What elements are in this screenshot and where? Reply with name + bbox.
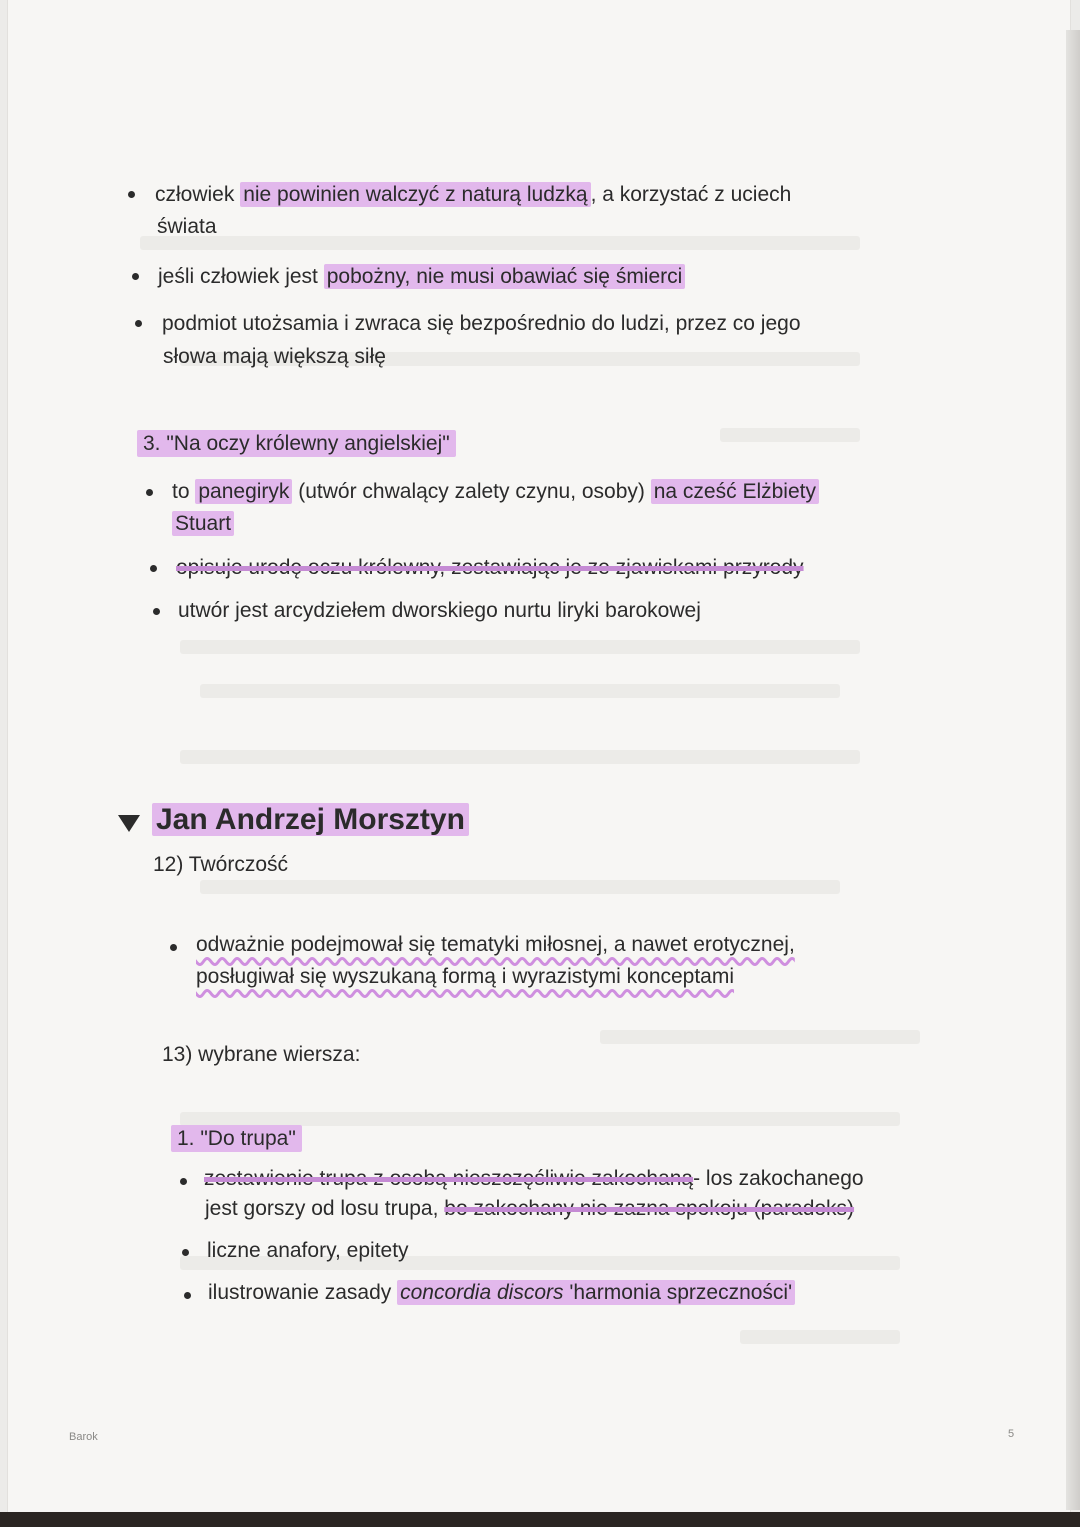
bleed-through xyxy=(180,640,860,654)
text-run: 'harmonia sprzeczności' xyxy=(563,1281,793,1304)
bullet-dot xyxy=(135,320,142,327)
list-item-number: 13) wybrane wiersza: xyxy=(162,1043,361,1066)
bullet-text-continued xyxy=(196,962,734,992)
poem-title xyxy=(137,429,456,459)
list-item-number: 12) Twórczość xyxy=(153,853,288,876)
text-run: , a korzystać z uciech xyxy=(590,183,792,206)
text-run: ilustrowanie zasady xyxy=(208,1281,398,1304)
underlined-text: posługiwał się wyszukaną formą i wyrazistymi konceptami xyxy=(196,965,735,988)
highlighted-text: Stuart xyxy=(172,511,234,536)
bleed-through xyxy=(140,236,860,250)
bleed-through xyxy=(200,684,840,698)
highlighted-text: 1. "Do trupa" xyxy=(171,1125,302,1152)
text-run: jest gorszy od losu trupa, xyxy=(205,1197,445,1220)
text-run: (utwór chwalący zalety czynu, osoby) xyxy=(292,480,651,503)
bullet-text xyxy=(158,262,685,292)
bullet-text-continued: słowa mają większą siłę xyxy=(163,345,386,368)
bullet-dot xyxy=(153,608,160,615)
highlighted-text: Jan Andrzej Morsztyn xyxy=(152,803,469,836)
bullet-dot xyxy=(170,944,177,951)
bleed-through xyxy=(720,428,860,442)
highlighted-text xyxy=(397,1280,795,1305)
collapse-triangle-icon[interactable] xyxy=(118,815,140,832)
bullet-text-continued xyxy=(205,1194,854,1224)
page-edge-shadow xyxy=(1066,30,1080,1510)
bullet-text-continued xyxy=(172,509,234,539)
bullet-text xyxy=(204,1164,864,1194)
page-number: 5 xyxy=(1008,1428,1015,1440)
bleed-through xyxy=(180,750,860,764)
bullet-text xyxy=(155,180,791,210)
bleed-through xyxy=(740,1330,900,1344)
bullet-text: podmiot utożsamia i zwraca się bezpośrednio do ludzi, przez co jego xyxy=(162,312,801,335)
bullet-text: liczne anafory, epitety xyxy=(207,1239,409,1262)
bullet-dot xyxy=(132,273,139,280)
marked-text: opisuje urodę oczu królewny, zestawiając je ze zjawiskami przyrody xyxy=(176,556,804,579)
bullet-dot xyxy=(146,489,153,496)
text-run: - los zakochanego xyxy=(693,1167,864,1190)
bullet-text xyxy=(208,1278,795,1308)
text-run: człowiek xyxy=(155,183,241,206)
text-run: to xyxy=(172,480,196,503)
bullet-dot xyxy=(184,1292,191,1299)
poem-title xyxy=(171,1124,302,1154)
bullet-text: utwór jest arcydziełem dworskiego nurtu liryki barokowej xyxy=(178,599,701,622)
scan-bottom-edge xyxy=(0,1512,1080,1527)
section-heading xyxy=(152,802,469,838)
highlighted-text: panegiryk xyxy=(195,479,292,504)
bullet-text-continued: świata xyxy=(157,215,217,238)
bullet-text xyxy=(172,477,819,507)
bullet-dot xyxy=(180,1178,187,1185)
marked-text: zestawienie trupa z osobą nieszczęśliwie zakochaną xyxy=(204,1167,694,1190)
highlighted-text: nie powinien walczyć z naturą ludzką xyxy=(240,182,590,207)
underlined-text: odważnie podejmował się tematyki miłosnej, a nawet erotycznej, xyxy=(196,933,795,956)
latin-phrase: concordia discors xyxy=(400,1281,564,1304)
bleed-through xyxy=(600,1030,920,1044)
bleed-through xyxy=(200,880,840,894)
footer-section-name: Barok xyxy=(69,1431,98,1443)
bullet-dot xyxy=(182,1249,189,1256)
marked-text: bo zakochany nie zazna spokoju (paradoks) xyxy=(444,1197,855,1220)
bullet-text xyxy=(196,930,795,960)
text-run: jeśli człowiek jest xyxy=(158,265,324,288)
highlighted-text: pobożny, nie musi obawiać się śmierci xyxy=(324,264,686,289)
highlighted-text: 3. "Na oczy królewny angielskiej" xyxy=(137,430,456,457)
bullet-dot xyxy=(150,565,157,572)
bullet-text xyxy=(176,553,804,583)
highlighted-text: na cześć Elżbiety xyxy=(651,479,819,504)
bullet-dot xyxy=(128,191,135,198)
